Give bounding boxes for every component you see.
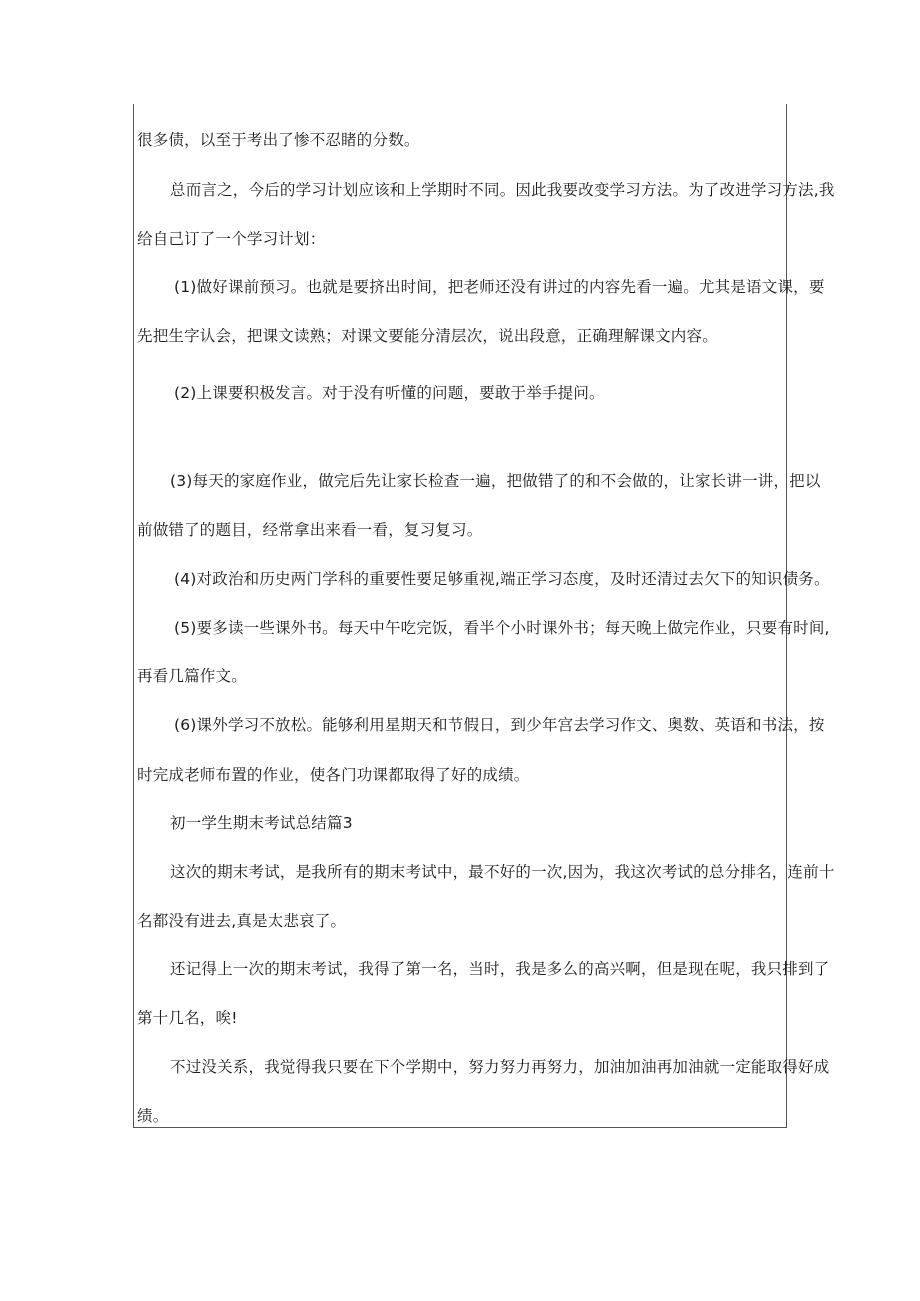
text-line: (5)要多读一些课外书。每天中午吃完饭，看半个小时课外书；每天晚上做完作业，只要有时间, (174, 619, 830, 637)
text-line: (6)课外学习不放松。能够利用星期天和节假日，到少年宫去学习作文、奥数、英语和书法，按 (174, 716, 825, 734)
text-line: (3)每天的家庭作业，做完后先让家长检查一遍，把做错了的和不会做的，让家长讲一讲，把以 (170, 472, 821, 490)
text-line: 给自己订了一个学习计划： (137, 230, 326, 248)
section-heading: 初一学生期末考试总结篇3 (170, 814, 353, 832)
text-line: 很多债，以至于考出了惨不忍睹的分数。 (137, 131, 420, 149)
text-line: 绩。 (137, 1107, 169, 1125)
text-line: 第十几名，唉! (137, 1009, 238, 1027)
text-line: 这次的期末考试，是我所有的期末考试中，最不好的一次,因为，我这次考试的总分排名，连前十 (170, 863, 835, 881)
text-line: 时完成老师布置的作业，使各门功课都取得了好的成绩。 (137, 766, 530, 784)
text-line: (2)上课要积极发言。对于没有听懂的问题，要敢于举手提问。 (174, 384, 605, 402)
text-line: 总而言之，今后的学习计划应该和上学期时不同。因此我要改变学习方法。为了改进学习方法,我 (170, 181, 835, 199)
text-line: 前做错了的题目，经常拿出来看一看，复习复习。 (137, 521, 483, 539)
text-line: 还记得上一次的期末考试，我得了第一名，当时，我是多么的高兴啊，但是现在呢，我只排到了 (170, 960, 830, 978)
text-line: (1)做好课前预习。也就是要挤出时间，把老师还没有讲过的内容先看一遍。尤其是语文课，要 (174, 278, 825, 296)
text-line: 再看几篇作文。 (137, 667, 247, 685)
text-line: 名都没有进去,真是太悲哀了。 (137, 912, 347, 930)
text-line: 不过没关系，我觉得我只要在下个学期中，努力努力再努力，加油加油再加油就一定能取得好成 (170, 1058, 830, 1076)
text-line: (4)对政治和历史两门学科的重要性要足够重视,端正学习态度，及时还清过去欠下的知识债务。 (174, 570, 830, 588)
text-line: 先把生字认会，把课文读熟；对课文要能分清层次，说出段意，正确理解课文内容。 (137, 327, 718, 345)
